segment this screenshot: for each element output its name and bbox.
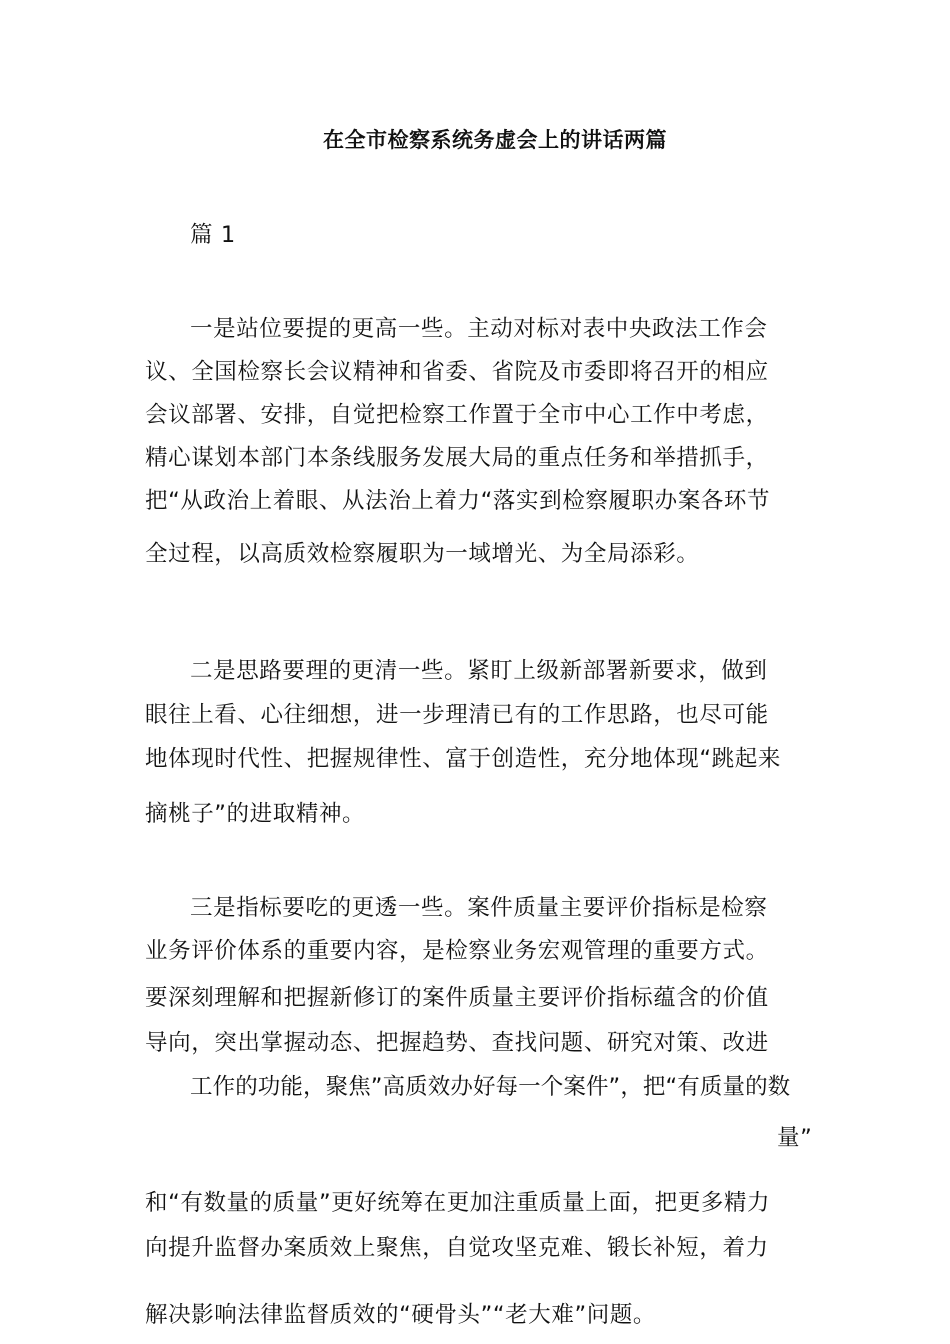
- paragraph-line: 向提升监督办案质效上聚焦，自觉攻坚克难、锻长补短，着力: [145, 1235, 769, 1261]
- paragraph-line: 把“从政治上着眼、从法治上着力“落实到检察履职办案各环节: [145, 488, 771, 514]
- paragraph-line: 量”: [777, 1125, 813, 1151]
- paragraph-line: 三是指标要吃的更透一些。案件质量主要评价指标是检察: [190, 895, 768, 921]
- paragraph-line: 和“有数量的质量”更好统筹在更加注重质量上面，把更多精力: [145, 1190, 771, 1216]
- paragraph-line: 摘桃子”的进取精神。: [145, 801, 366, 827]
- document-title: 在全市检察系统务虚会上的讲话两篇: [323, 128, 667, 152]
- paragraph-line: 议、全国检察长会议精神和省委、省院及市委即将召开的相应: [145, 359, 769, 385]
- paragraph-line: 要深刻理解和把握新修订的案件质量主要评价指标蕴含的价值: [145, 985, 769, 1011]
- paragraph-line: 工作的功能，聚焦”高质效办好每一个案件”，把“有质量的数: [190, 1074, 791, 1100]
- paragraph-line: 地体现时代性、把握规律性、富于创造性，充分地体现“跳起来: [145, 746, 781, 772]
- section-label: 篇 1: [190, 222, 236, 248]
- paragraph-line: 导向，突出掌握动态、把握趋势、查找问题、研究对策、改进: [145, 1030, 769, 1056]
- paragraph-line: 全过程，以高质效检察履职为一域增光、为全局添彩。: [145, 541, 700, 567]
- paragraph-line: 二是思路要理的更清一些。紧盯上级新部署新要求，做到: [190, 658, 768, 684]
- paragraph-line: 业务评价体系的重要内容，是检察业务宏观管理的重要方式。: [145, 938, 769, 964]
- paragraph-line: 会议部署、安排，自觉把检察工作置于全市中心工作中考虑，: [145, 402, 769, 428]
- paragraph-line: 精心谋划本部门本条线服务发展大局的重点任务和举措抓手，: [145, 445, 769, 471]
- paragraph-line: 一是站位要提的更高一些。主动对标对表中央政法工作会: [190, 316, 768, 342]
- paragraph-line: 眼往上看、心往细想，进一步理清已有的工作思路，也尽可能: [145, 702, 769, 728]
- paragraph-line: 解决影响法律监督质效的“硬骨头”“老大难”问题。: [145, 1302, 657, 1328]
